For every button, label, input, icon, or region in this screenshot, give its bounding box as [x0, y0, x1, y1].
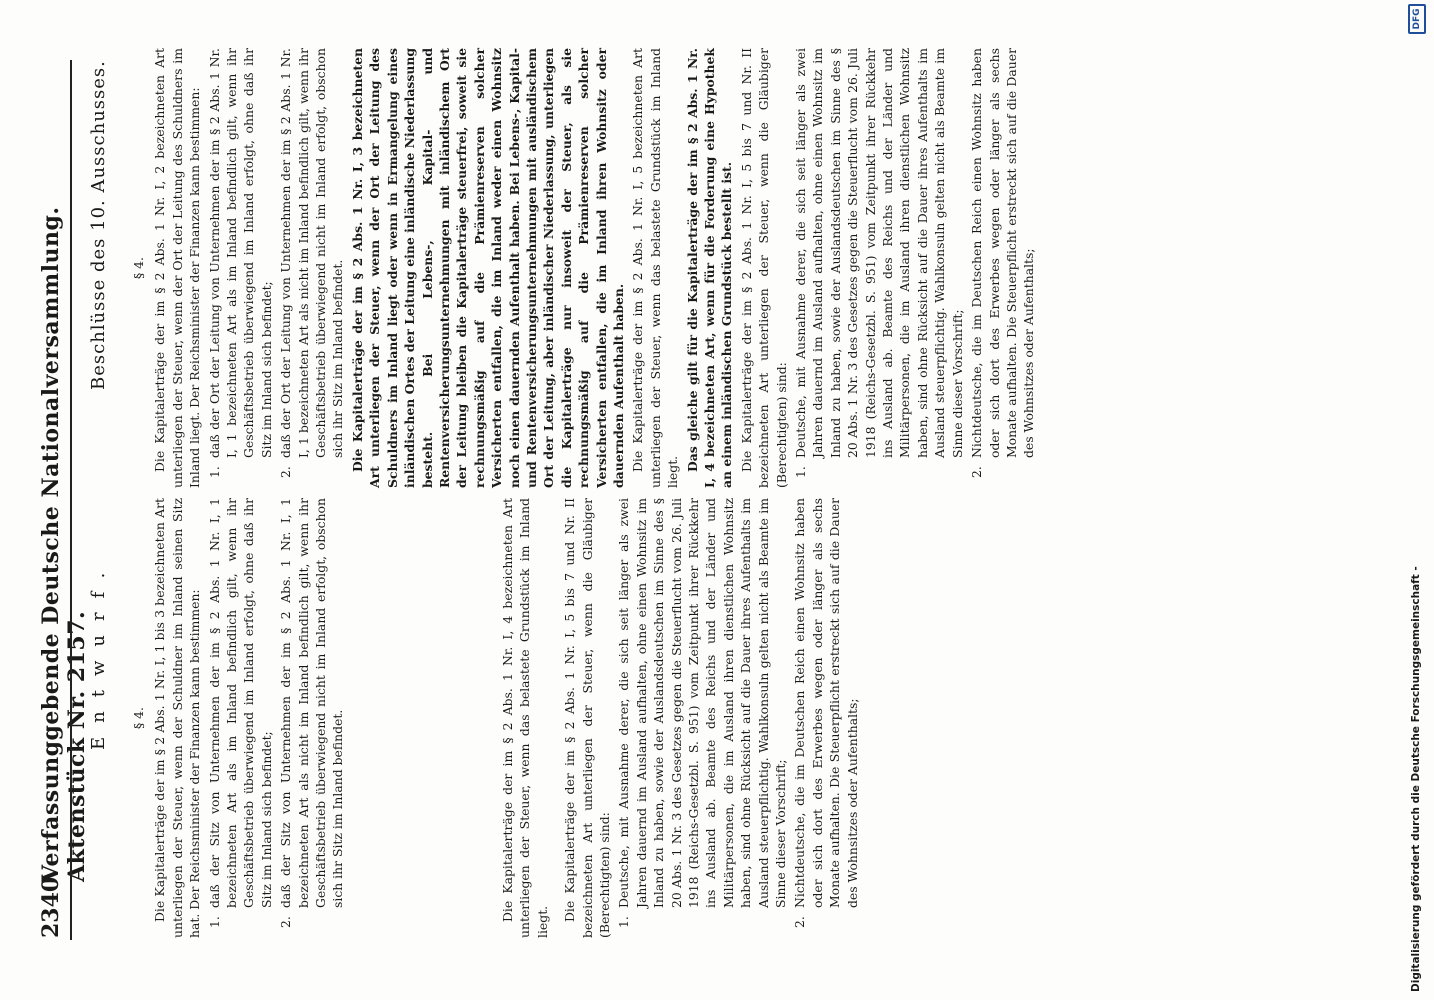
spacer — [349, 498, 499, 938]
list-item — [792, 48, 966, 488]
list-item — [791, 498, 861, 938]
item-number: 1. — [206, 466, 222, 478]
paragraph: Die Kapitalerträge der im § 2 Abs. 1 Nr. I, 4 bezeichneten Art unterliegen der Steuer, wenn das belastete Grundstück im Inland liegt. — [499, 498, 550, 938]
dfg-logo-icon: DFG — [1408, 4, 1426, 34]
credit-text: Digitalisierung gefördert durch die Deutsche Forschungsgemeinschaft - — [1410, 566, 1422, 992]
item-text: daß der Ort der Leitung von Unternehmen der im § 2 Abs. 1 Nr. I, 1 bezeichneten Art als nicht im Inland befindlich gilt, wenn ihr Geschäftsbetrieb überwiegend nicht im Inland erfolgt, obschon sich ihr Sitz im Inland befindet. — [278, 48, 346, 458]
paragraph: Die Kapitalerträge der im § 2 Abs. 1 Nr. I, 2 bezeichneten Art unterliegen der Steuer, wenn der Ort der Leitung des Schuldners im Inland liegt. Der Reichsminister der Finanzen kann bestimmen: — [152, 48, 203, 488]
item-text: Nichtdeutsche, die im Deutschen Reich einen Wohnsitz haben oder sich dort des Erwerbes wegen oder länger als sechs Monate aufhalten. Die Steuerpflicht erstreckt sich auf die Dauer des Wohnsitzes oder Aufenthalts; — [969, 48, 1037, 458]
item-number: 1. — [616, 916, 632, 928]
item-text: daß der Sitz von Unternehmen der im § 2 Abs. 1 Nr. I, 1 bezeichneten Art als im Inland befindlich gilt, wenn ihr Geschäftsbetrieb überwiegend im Inland erfolgt, ohne daß ihr Sitz im Inland sich befindet; — [206, 498, 274, 908]
list-item — [206, 498, 276, 938]
section-number: § 4. — [131, 707, 146, 729]
paragraph: Die Kapitalerträge der im § 2 Abs. 1 Nr. I, 5 bis 7 und Nr. II bezeichneten Art unterliegen der Steuer, wenn die Gläubiger (Berechtigten) sind: — [738, 48, 789, 488]
right-column — [128, 48, 1040, 488]
list-item — [615, 498, 789, 938]
paragraph: Die Kapitalerträge der im § 2 Abs. 1 Nr. I, 5 bezeichneten Art unterliegen der Steuer, wenn das belastete Grundstück im Inland liegt. — [630, 48, 681, 488]
bold-paragraph: Das gleiche gilt für die Kapitalerträge der im § 2 Abs. 1 Nr. I, 4 bezeichneten Art, wenn für die Forderung eine Hypothek an einem inländischen Grundstück bestellt ist. — [684, 48, 735, 488]
left-column — [128, 498, 863, 938]
item-text: daß der Ort der Leitung von Unternehmen der im § 2 Abs. 1 Nr. I, 1 bezeichneten Art als im Inland befindlich gilt, wenn ihr Geschäftsbetrieb überwiegend im Inland erfolgt, ohne daß ihr Sitz im Inland sich befindet; — [206, 48, 274, 458]
list-item — [277, 498, 347, 938]
right-column-heading: Beschlüsse des 10. Ausschusses. — [88, 60, 109, 390]
list-item — [277, 48, 347, 488]
paragraph: Die Kapitalerträge der im § 2 Abs. 1 Nr. I, 5 bis 7 und Nr. II bezeichneten Art unterliegen der Steuer, wenn die Gläubiger (Berechtigten) sind: — [562, 498, 612, 938]
item-text: Deutsche, mit Ausnahme derer, die sich seit länger als zwei Jahren dauernd im Ausland aufhalten, ohne einen Wohnsitz im Inland zu haben, sowie der Auslandsdeutschen im Sinne des § 20 Abs. 1 Nr. 3 des Gesetzes gegen die Steuerflucht vom 26. Juli 1918 (Reichs-Gesetzbl. S. 951) vom Zeitpunkt ihrer Rückkehr ins Ausland ab. Beamte des Reichs und der Länder und Militärpersonen, die im Ausland ihren dienstlichen Wohnsitz haben, sind ohne Rücksicht auf die Dauer ihres Aufenthalts im Ausland steuerpflichtig. Wahlkonsuln gelten nicht als Beamte im Sinne dieser Vorschrift; — [616, 498, 788, 908]
paragraph: Die Kapitalerträge der im § 2 Abs. 1 Nr. I, 1 bis 3 bezeichneten Art unterliegen der Steuer, wenn der Schuldner im Inland seinen Sitz hat. Der Reichsminister der Finanzen kann bestimmen: — [152, 498, 203, 938]
bold-paragraph: Die Kapitalerträge der im § 2 Abs. 1 Nr. I, 3 bezeichneten Art unterliegen der Steuer, wenn der Ort der Leitung des Schuldners im Inland liegt oder wenn in Ermangelung eines inländischen Ortes der Leitung eine inländische Niederlassung besteht. Bei Lebens-, Kapital- und Rentenversicherungsunternehmungen mit inländischem Ort der Leitung bleiben die Kapitalerträge steuerfrei, soweit sie rechnungsmäßig auf die Prämienreserven solcher Versicherten entfallen, die im Inland weder einen Wohnsitz noch einen dauernden Aufenthalt haben. Bei Lebens-, Kapital- und Rentenversicherungsunternehmungen mit ausländischem Ort der Leitung, aber inländischer Niederlassung, unterliegen die Kapitalerträge nur insoweit der Steuer, als sie rechnungsmäßig auf die Prämienreserven solcher Versicherten entfallen, die im Inland ihren Wohnsitz oder dauernden Aufenthalt haben. — [349, 48, 626, 488]
item-text: Deutsche, mit Ausnahme derer, die sich seit länger als zwei Jahren dauernd im Ausland aufhalten, ohne einen Wohnsitz im Inland zu haben, sowie der Auslandsdeutschen im Sinne des § 20 Abs. 1 Nr. 3 des Gesetzes gegen die Steuerflucht vom 26. Juli 1918 (Reichs-Gesetzbl. S. 951) vom Zeitpunkt ihrer Rückkehr ins Ausland ab. Beamte des Reichs und der Länder und Militärpersonen, die im Ausland ihren dienstlichen Wohnsitz haben, sind ohne Rücksicht auf die Dauer ihres Aufenthalts im Ausland steuerpflichtig. Wahlkonsuln gelten nicht als Beamte im Sinne dieser Vorschrift; — [793, 48, 965, 458]
item-number: 2. — [278, 466, 294, 478]
item-number: 1. — [206, 916, 222, 928]
digitization-credit — [1404, 0, 1428, 1000]
item-text: daß der Sitz von Unternehmen der im § 2 Abs. 1 Nr. I, 1 bezeichneten Art als nicht im Inland befindlich gilt, wenn ihr Geschäftsbetrieb überwiegend nicht im Inland erfolgt, obschon sich ihr Sitz im Inland befindet. — [278, 498, 346, 908]
page-title: Verfassunggebende Deutsche Nationalversammlung. Aktenstück Nr. 2157. — [38, 206, 90, 882]
left-column-heading: Entwurf. — [88, 558, 109, 750]
item-text: Nichtdeutsche, die im Deutschen Reich einen Wohnsitz haben oder sich dort des Erwerbes wegen oder länger als sechs Monate aufhalten. Die Steuerpflicht erstreckt sich auf die Dauer des Wohnsitzes oder Aufenthalts; — [792, 498, 860, 908]
list-item — [206, 48, 276, 488]
item-number: 2. — [969, 466, 985, 478]
item-number: 2. — [792, 916, 808, 928]
item-number: 2. — [278, 916, 294, 928]
page-number: 2340 — [38, 876, 64, 938]
item-number: 1. — [793, 466, 809, 478]
list-item — [968, 48, 1038, 488]
section-number: § 4. — [131, 257, 146, 279]
spacer — [553, 498, 561, 938]
header-rule — [70, 60, 72, 940]
